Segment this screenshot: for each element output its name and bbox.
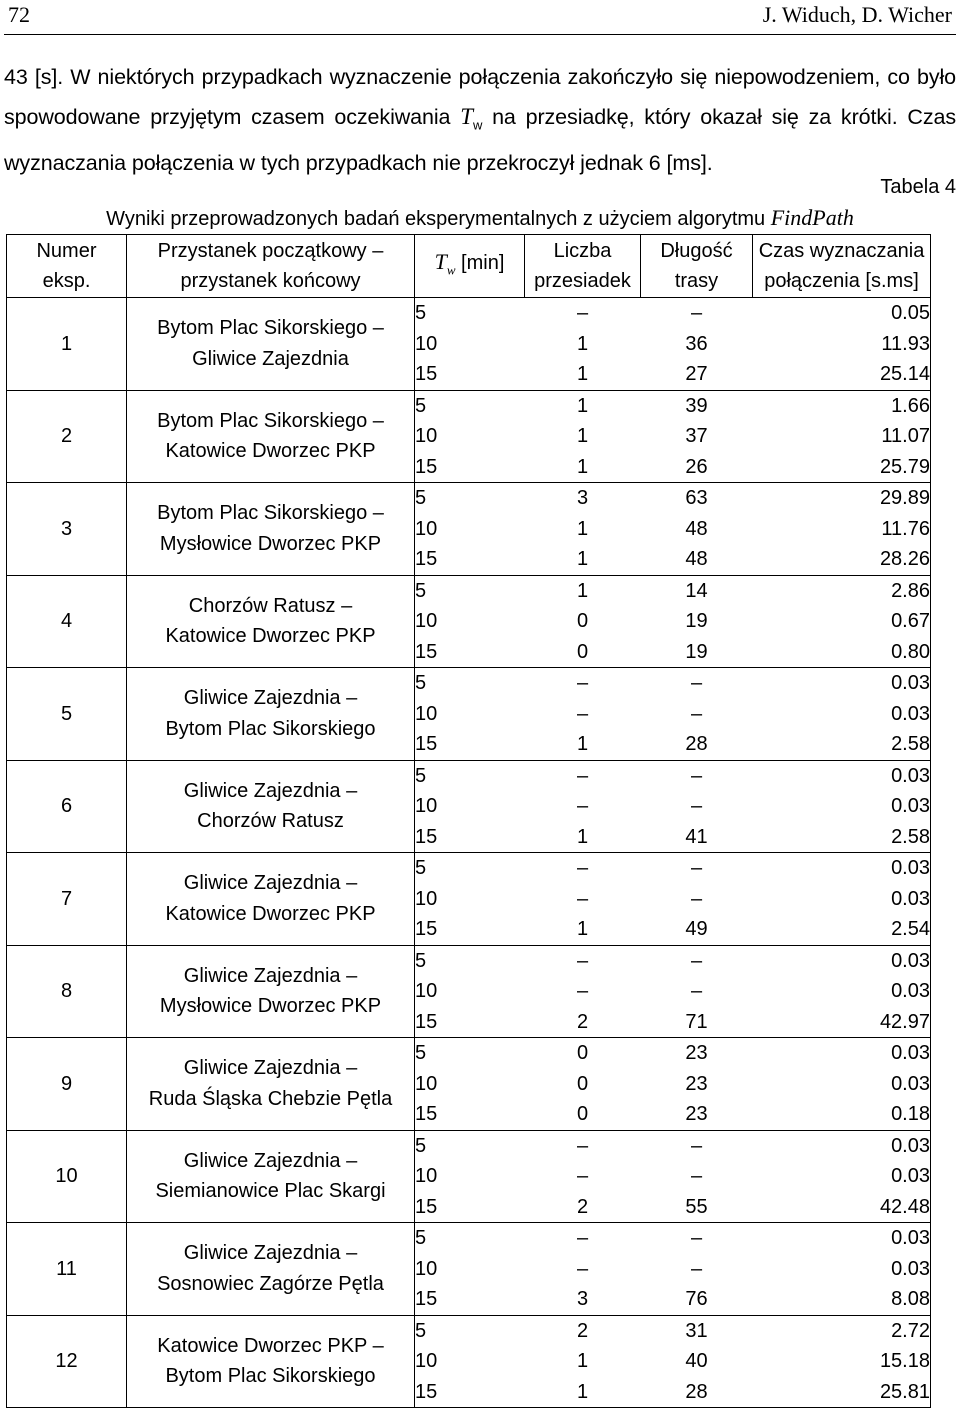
cell-liczba-przesiadek: – — [576, 764, 589, 787]
cell-liczba-przesiadek: – — [576, 302, 589, 324]
cell-czas-wyznaczania: 25.14 — [753, 359, 931, 390]
route-from: Gliwice Zajezdnia – — [183, 687, 358, 710]
cell-czas-wyznaczania: 2.54 — [753, 914, 931, 945]
cell-dlugosc-trasy: – — [690, 1227, 703, 1249]
cell-dlugosc-trasy: 28 — [641, 1377, 753, 1408]
route-cell — [127, 760, 415, 853]
route-cell — [127, 575, 415, 668]
cell-dlugosc-trasy: – — [690, 887, 703, 910]
cell-liczba-przesiadek: – — [576, 887, 589, 910]
cell-liczba-przesiadek: 1 — [525, 822, 641, 853]
route-from: Gliwice Zajezdnia – — [183, 1149, 358, 1172]
cell-liczba-przesiadek: 3 — [525, 1284, 641, 1315]
experiment-number: 8 — [7, 945, 127, 1038]
header-numer: Numer eksp. — [7, 235, 127, 298]
cell-liczba-przesiadek: – — [576, 857, 589, 879]
cell-dlugosc-trasy: 49 — [641, 914, 753, 945]
paragraph-part-2: na przesiadkę, który okazał się za krótki. Czas wyznaczania połączenia w tych przypadkach nie przekroczył jednak 6 [ms]. — [4, 105, 956, 176]
cell-liczba-przesiadek: 1 — [525, 1377, 641, 1408]
cell-tw: 10 — [415, 1346, 525, 1377]
route-from: Bytom Plac Sikorskiego – — [157, 409, 384, 432]
cell-liczba-przesiadek: – — [576, 980, 589, 1002]
caption-text: Wyniki przeprowadzonych badań eksperymentalnych z użyciem algorytmu — [106, 208, 771, 230]
table-row — [7, 668, 931, 699]
cell-czas-wyznaczania: 0.03 — [753, 1223, 931, 1254]
cell-czas-wyznaczania: 2.86 — [753, 575, 931, 606]
route-to: Bytom Plac Sikorskiego — [165, 717, 376, 740]
cell-czas-wyznaczania: 15.18 — [753, 1346, 931, 1377]
cell-tw: 15 — [415, 452, 525, 483]
cell-tw: 5 — [415, 853, 525, 884]
cell-liczba-przesiadek: 1 — [525, 359, 641, 390]
cell-czas-wyznaczania: 25.81 — [753, 1377, 931, 1408]
cell-czas-wyznaczania: 2.58 — [753, 822, 931, 853]
route-from: Bytom Plac Sikorskiego – — [157, 317, 384, 340]
cell-tw: 5 — [415, 1223, 525, 1254]
cell-tw: 5 — [415, 298, 525, 329]
cell-dlugosc-trasy: 14 — [685, 579, 708, 602]
table-row — [7, 1130, 931, 1161]
cell-czas-wyznaczania: 11.07 — [753, 421, 931, 452]
cell-dlugosc-trasy: – — [690, 302, 703, 324]
experiment-number: 10 — [7, 1130, 127, 1223]
table-header-row — [7, 235, 931, 298]
cell-tw: 10 — [415, 976, 525, 1007]
cell-czas-wyznaczania: 0.03 — [753, 791, 931, 822]
cell-liczba-przesiadek: 1 — [576, 332, 589, 355]
cell-dlugosc-trasy: 55 — [641, 1192, 753, 1223]
cell-liczba-przesiadek: 2 — [525, 1007, 641, 1038]
cell-tw: 10 — [415, 791, 525, 822]
route-from: Gliwice Zajezdnia – — [183, 964, 358, 987]
cell-liczba-przesiadek: 1 — [525, 729, 641, 760]
cell-tw: 5 — [415, 483, 525, 514]
cell-tw: 15 — [415, 1192, 525, 1223]
cell-tw: 5 — [415, 390, 525, 421]
cell-liczba-przesiadek: 1 — [576, 517, 589, 540]
cell-tw: 10 — [415, 329, 525, 360]
cell-tw: 15 — [415, 1284, 525, 1315]
cell-tw: 10 — [415, 514, 525, 545]
cell-tw: 10 — [415, 1161, 525, 1192]
route-from: Gliwice Zajezdnia – — [183, 779, 358, 802]
table-row — [7, 1038, 931, 1069]
cell-dlugosc-trasy: – — [690, 1134, 703, 1157]
cell-liczba-przesiadek: 0 — [525, 1099, 641, 1130]
experiment-number: 9 — [7, 1038, 127, 1131]
cell-liczba-przesiadek: – — [576, 1227, 589, 1249]
results-body — [7, 298, 931, 1408]
cell-dlugosc-trasy: – — [690, 764, 703, 787]
experiment-number: 7 — [7, 853, 127, 946]
cell-liczba-przesiadek: 0 — [576, 1042, 589, 1064]
route-to: Katowice Dworzec PKP — [165, 440, 376, 463]
cell-dlugosc-trasy: 23 — [641, 1099, 753, 1130]
route-to: Gliwice Zajezdnia — [192, 347, 349, 370]
cell-dlugosc-trasy: 26 — [641, 452, 753, 483]
route-to: Sosnowiec Zagórze Pętla — [157, 1272, 384, 1295]
route-cell — [127, 853, 415, 946]
cell-czas-wyznaczania: 2.58 — [753, 729, 931, 760]
route-cell — [127, 483, 415, 576]
cell-dlugosc-trasy: 63 — [685, 487, 708, 509]
cell-tw: 5 — [415, 945, 525, 976]
table-row — [7, 853, 931, 884]
cell-liczba-przesiadek: – — [576, 1134, 589, 1157]
cell-dlugosc-trasy: 40 — [685, 1350, 708, 1372]
header-tw: $T_w$ [min] — [415, 235, 525, 298]
table-row — [7, 945, 931, 976]
cell-czas-wyznaczania: 0.03 — [753, 884, 931, 915]
cell-dlugosc-trasy: 37 — [685, 425, 708, 447]
experiment-number: 3 — [7, 483, 127, 576]
cell-czas-wyznaczania: 0.03 — [753, 976, 931, 1007]
cell-czas-wyznaczania: 25.79 — [753, 452, 931, 483]
cell-tw: 10 — [415, 884, 525, 915]
table-row — [7, 760, 931, 791]
cell-liczba-przesiadek: – — [576, 672, 589, 694]
paragraph-part-1: 43 [s]. W niektórych przypadkach wyznaczenie połączenia zakończyło się niepowodzeniem, co było spowodowane przyjętym czasem oczekiwania — [4, 65, 956, 129]
cell-liczba-przesiadek: 1 — [525, 452, 641, 483]
table-row — [7, 483, 931, 514]
route-cell — [127, 1315, 415, 1408]
cell-dlugosc-trasy: – — [690, 702, 703, 725]
experiment-number: 12 — [7, 1315, 127, 1408]
route-to: Siemianowice Plac Skargi — [155, 1180, 386, 1203]
cell-tw: 15 — [415, 914, 525, 945]
cell-liczba-przesiadek: 0 — [525, 637, 641, 668]
route-to: Ruda Śląska Chebzie Pętla — [148, 1087, 393, 1110]
route-cell — [127, 1130, 415, 1223]
cell-czas-wyznaczania: 0.05 — [753, 298, 931, 329]
table-row — [7, 298, 931, 329]
cell-liczba-przesiadek: 3 — [576, 487, 589, 509]
cell-tw: 10 — [415, 606, 525, 637]
cell-czas-wyznaczania: 2.72 — [753, 1315, 931, 1346]
cell-tw: 5 — [415, 1130, 525, 1161]
experiment-number: 4 — [7, 575, 127, 668]
route-cell — [127, 1223, 415, 1316]
route-to: Katowice Dworzec PKP — [165, 902, 376, 925]
experiment-number: 5 — [7, 668, 127, 761]
table-row — [7, 390, 931, 421]
cell-tw: 10 — [415, 1254, 525, 1285]
table-row — [7, 575, 931, 606]
body-paragraph — [4, 58, 956, 183]
tw-symbol: T — [460, 104, 473, 129]
cell-dlugosc-trasy: 76 — [641, 1284, 753, 1315]
route-cell — [127, 390, 415, 483]
cell-dlugosc-trasy: 23 — [685, 1072, 708, 1095]
caption-algorithm-name: FindPath — [770, 205, 854, 230]
cell-liczba-przesiadek: 1 — [576, 394, 589, 417]
cell-liczba-przesiadek: 1 — [525, 914, 641, 945]
cell-dlugosc-trasy: 41 — [641, 822, 753, 853]
cell-tw: 15 — [415, 822, 525, 853]
cell-czas-wyznaczania: 42.48 — [753, 1192, 931, 1223]
cell-liczba-przesiadek: 1 — [576, 425, 589, 447]
cell-dlugosc-trasy: – — [690, 980, 703, 1002]
cell-dlugosc-trasy: 31 — [685, 1319, 708, 1342]
cell-czas-wyznaczania: 0.03 — [753, 945, 931, 976]
cell-tw: 15 — [415, 1377, 525, 1408]
cell-czas-wyznaczania: 0.03 — [753, 760, 931, 791]
cell-czas-wyznaczania: 1.66 — [753, 390, 931, 421]
cell-czas-wyznaczania: 0.18 — [753, 1099, 931, 1130]
route-to: Mysłowice Dworzec PKP — [159, 532, 382, 555]
cell-tw: 15 — [415, 729, 525, 760]
cell-liczba-przesiadek: 2 — [525, 1192, 641, 1223]
cell-liczba-przesiadek: – — [576, 949, 589, 972]
cell-tw: 10 — [415, 421, 525, 452]
cell-tw: 15 — [415, 637, 525, 668]
experiment-number: 11 — [7, 1223, 127, 1316]
cell-dlugosc-trasy: 28 — [641, 729, 753, 760]
cell-czas-wyznaczania: 0.03 — [753, 853, 931, 884]
cell-tw: 15 — [415, 544, 525, 575]
cell-dlugosc-trasy: 48 — [641, 544, 753, 575]
route-from: Bytom Plac Sikorskiego – — [157, 502, 384, 525]
cell-liczba-przesiadek: – — [576, 1165, 589, 1187]
route-from: Katowice Dworzec PKP – — [157, 1334, 384, 1357]
running-header — [4, 0, 956, 35]
cell-liczba-przesiadek: – — [576, 1257, 589, 1280]
table-label: Tabela 4 — [880, 176, 956, 198]
header-liczba-przesiadek: Liczba przesiadek — [525, 235, 641, 298]
table-row — [7, 1315, 931, 1346]
table-row — [7, 1223, 931, 1254]
cell-czas-wyznaczania: 42.97 — [753, 1007, 931, 1038]
cell-dlugosc-trasy: 71 — [641, 1007, 753, 1038]
route-cell — [127, 1038, 415, 1131]
cell-tw: 15 — [415, 1099, 525, 1130]
cell-czas-wyznaczania: 0.03 — [753, 1069, 931, 1100]
cell-czas-wyznaczania: 0.03 — [753, 1038, 931, 1069]
cell-liczba-przesiadek: 1 — [525, 544, 641, 575]
cell-tw: 15 — [415, 1007, 525, 1038]
experiment-number: 6 — [7, 760, 127, 853]
cell-dlugosc-trasy: – — [690, 672, 703, 694]
route-to: Bytom Plac Sikorskiego — [165, 1365, 376, 1388]
route-cell — [127, 668, 415, 761]
cell-czas-wyznaczania: 11.76 — [753, 514, 931, 545]
cell-tw: 5 — [415, 760, 525, 791]
page-number: 72 — [8, 2, 30, 27]
header-route: Przystanek początkowy – przystanek końcowy — [127, 235, 415, 298]
route-from: Gliwice Zajezdnia – — [183, 872, 358, 895]
cell-dlugosc-trasy: – — [690, 857, 703, 879]
cell-dlugosc-trasy: 48 — [685, 517, 708, 540]
cell-liczba-przesiadek: 2 — [576, 1319, 589, 1342]
cell-tw: 5 — [415, 575, 525, 606]
experiment-number: 1 — [7, 298, 127, 391]
route-from: Chorzów Ratusz – — [188, 594, 353, 617]
cell-dlugosc-trasy: – — [690, 949, 703, 972]
cell-liczba-przesiadek: 0 — [576, 1072, 589, 1095]
cell-dlugosc-trasy: – — [690, 1165, 703, 1187]
cell-liczba-przesiadek: 1 — [576, 1350, 589, 1372]
cell-liczba-przesiadek: – — [576, 702, 589, 725]
cell-dlugosc-trasy: 36 — [685, 332, 708, 355]
cell-dlugosc-trasy: 19 — [641, 637, 753, 668]
route-cell — [127, 298, 415, 391]
cell-tw: 10 — [415, 699, 525, 730]
cell-dlugosc-trasy: 19 — [685, 610, 708, 632]
cell-czas-wyznaczania: 0.03 — [753, 1254, 931, 1285]
route-to: Mysłowice Dworzec PKP — [159, 995, 382, 1018]
header-dlugosc-trasy: Długość trasy — [641, 235, 753, 298]
route-to: Katowice Dworzec PKP — [165, 625, 376, 648]
route-from: Gliwice Zajezdnia – — [183, 1242, 358, 1265]
route-to: Chorzów Ratusz — [197, 810, 344, 833]
header-czas-wyznaczania: Czas wyznaczania połączenia [s.ms] — [753, 235, 931, 298]
cell-czas-wyznaczania: 28.26 — [753, 544, 931, 575]
tw-subscript: w — [472, 117, 483, 133]
cell-dlugosc-trasy: 23 — [685, 1042, 708, 1064]
route-cell — [127, 945, 415, 1038]
cell-tw: 5 — [415, 1038, 525, 1069]
experiment-number: 2 — [7, 390, 127, 483]
cell-czas-wyznaczania: 11.93 — [753, 329, 931, 360]
cell-liczba-przesiadek: – — [576, 795, 589, 817]
cell-dlugosc-trasy: 27 — [641, 359, 753, 390]
cell-liczba-przesiadek: 0 — [576, 610, 589, 632]
cell-czas-wyznaczania: 0.03 — [753, 668, 931, 699]
running-header-authors: J. Widuch, D. Wicher — [762, 2, 952, 27]
cell-dlugosc-trasy: – — [690, 795, 703, 817]
cell-czas-wyznaczania: 8.08 — [753, 1284, 931, 1315]
route-from: Gliwice Zajezdnia – — [183, 1057, 358, 1080]
cell-czas-wyznaczania: 0.03 — [753, 1130, 931, 1161]
cell-czas-wyznaczania: 29.89 — [753, 483, 931, 514]
results-table — [6, 234, 931, 1408]
table-caption — [0, 205, 960, 231]
cell-dlugosc-trasy: 39 — [685, 394, 708, 417]
cell-dlugosc-trasy: – — [690, 1257, 703, 1280]
cell-tw: 5 — [415, 1315, 525, 1346]
cell-tw: 5 — [415, 668, 525, 699]
cell-czas-wyznaczania: 0.67 — [753, 606, 931, 637]
cell-liczba-przesiadek: 1 — [576, 579, 589, 602]
cell-czas-wyznaczania: 0.03 — [753, 1161, 931, 1192]
cell-tw: 15 — [415, 359, 525, 390]
cell-czas-wyznaczania: 0.80 — [753, 637, 931, 668]
cell-czas-wyznaczania: 0.03 — [753, 699, 931, 730]
cell-tw: 10 — [415, 1069, 525, 1100]
